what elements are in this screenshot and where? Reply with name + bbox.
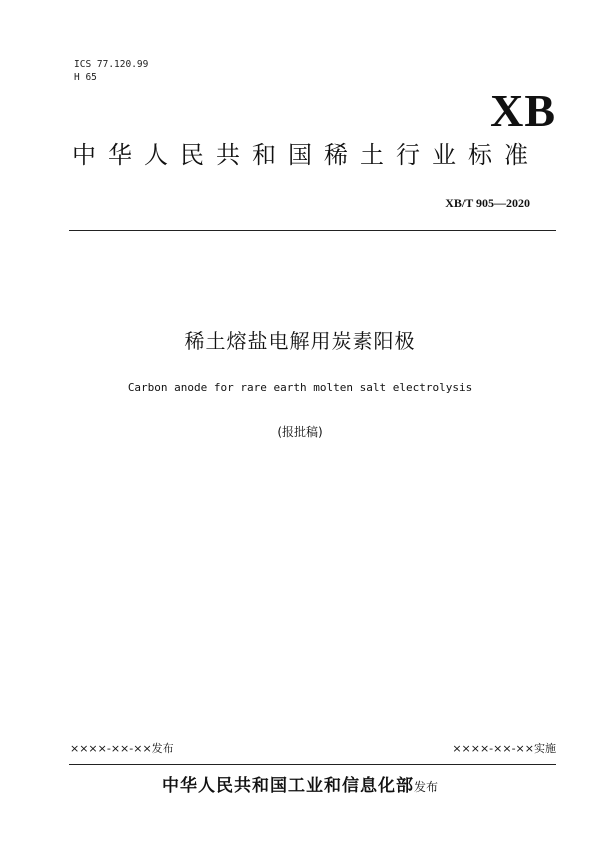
publish-date: ××××-××-××发布: [70, 742, 174, 755]
document-title-en: Carbon anode for rare earth molten salt electrolysis: [127, 381, 473, 394]
draft-status: (报批稿): [277, 425, 323, 439]
document-title-zh: 稀土熔盐电解用炭素阳极: [184, 329, 416, 353]
issuer-line: [0, 775, 600, 798]
standard-family-title: 中华人民共和国稀土行业标准: [72, 141, 540, 169]
category-code: H 65: [74, 72, 97, 83]
issuer-suffix: 发布: [413, 780, 438, 794]
classification-codes: [74, 58, 148, 84]
ics-code: ICS 77.120.99: [74, 59, 149, 70]
xb-logo: XB: [490, 85, 556, 136]
issuer-name: 中华人民共和国工业和信息化部: [161, 776, 414, 796]
header-divider: [69, 230, 556, 231]
footer-divider: [69, 764, 556, 765]
standard-number: XB/T 905—2020: [445, 196, 530, 210]
implement-date: ××××-××-××实施: [452, 742, 556, 755]
